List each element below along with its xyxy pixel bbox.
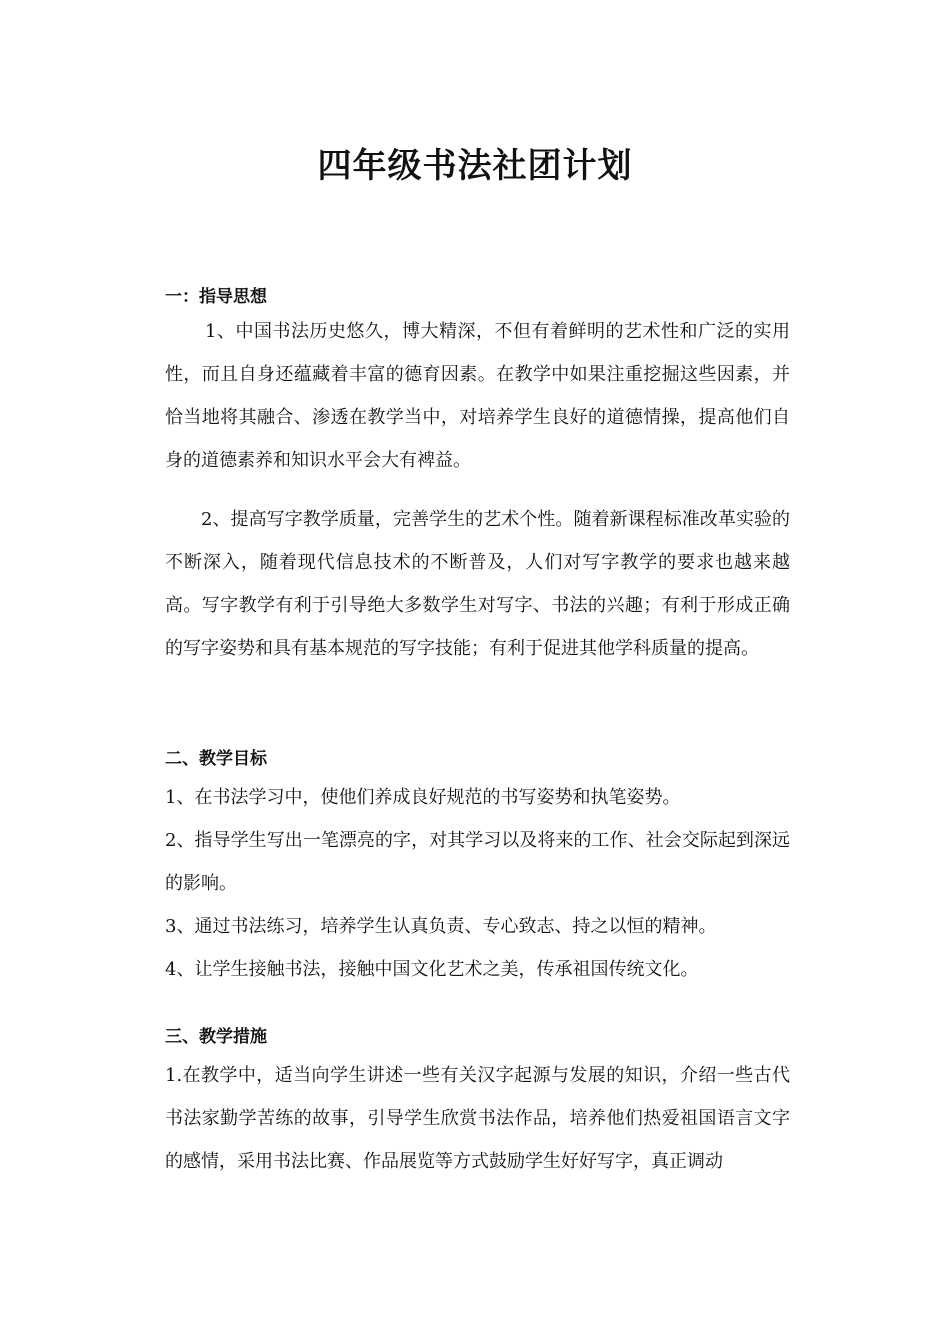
section-heading-teaching-measures: 三、教学措施 bbox=[165, 1027, 267, 1047]
goal-item-3: 3、通过书法练习，培养学生认真负责、专心致志、持之以恒的精神。 bbox=[165, 916, 717, 937]
section-heading-guiding-ideas: 一：指导思想 bbox=[165, 287, 267, 307]
paragraph-guiding-ideas-1: 1、中国书法历史悠久，博大精深，不但有着鲜明的艺术性和广泛的实用性，而且自身还蕴藏着丰富的德育因素。在教学中如果注重挖掘这些因素，并恰当地将其融合、渗透在教学当中，对培养学生良好的道德情操，提高他们自身的道德素养和知识水平会大有裨益。 bbox=[165, 321, 790, 471]
goal-item-1: 1、在书法学习中，使他们养成良好规范的书写姿势和执笔姿势。 bbox=[165, 787, 681, 808]
goal-item-4: 4、让学生接触书法，接触中国文化艺术之美，传承祖国传统文化。 bbox=[165, 959, 699, 980]
measure-item-1: 1.在教学中，适当向学生讲述一些有关汉字起源与发展的知识，介绍一些古代书法家勤学苦练的故事，引导学生欣赏书法作品，培养他们热爱祖国语言文字的感情，采用书法比赛、作品展览等方式鼓励学生好好写字，真正调动 bbox=[165, 1065, 790, 1172]
section-heading-teaching-goals: 二、教学目标 bbox=[165, 749, 267, 769]
document-title: 四年级书法社团计划 bbox=[317, 146, 633, 186]
paragraph-guiding-ideas-2: 2、提高写字教学质量，完善学生的艺术个性。随着新课程标准改革实验的不断深入，随着现代信息技术的不断普及，人们对写字教学的要求也越来越高。写字教学有利于引导绝大多数学生对写字、书法的兴趣；有利于形成正确的写字姿势和具有基本规范的写字技能；有利于促进其他学科质量的提高。 bbox=[165, 509, 790, 659]
goal-item-2: 2、指导学生写出一笔漂亮的字，对其学习以及将来的工作、社会交际起到深远的影响。 bbox=[165, 830, 790, 894]
